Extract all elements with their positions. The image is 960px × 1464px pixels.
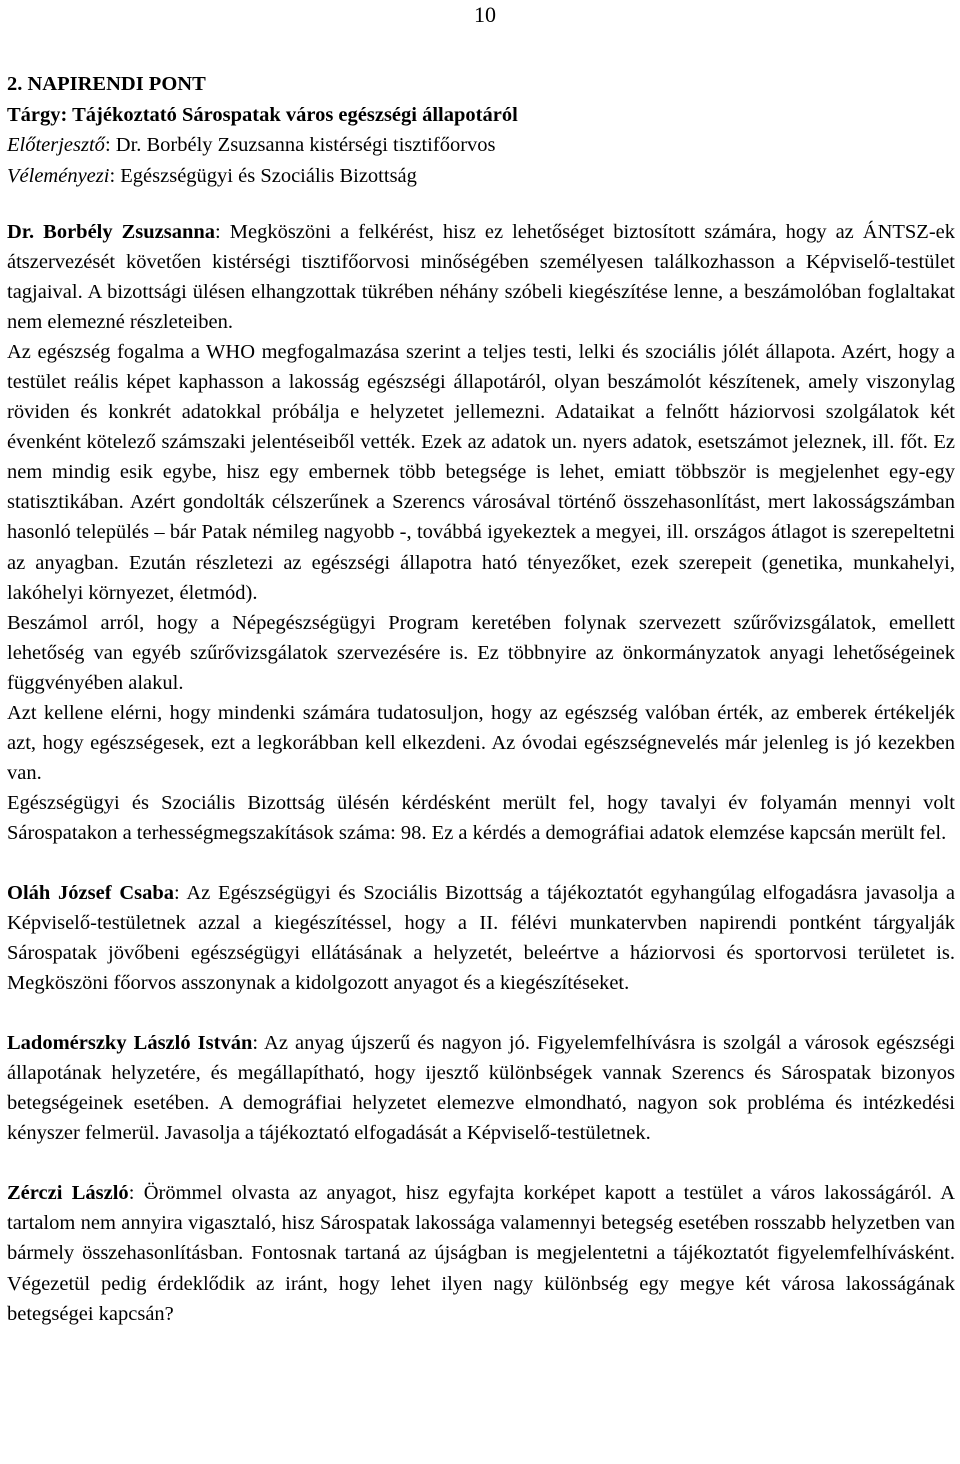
paragraph-spacer [7,998,955,1028]
paragraph-ladomerszky [7,1028,955,1148]
subject-line: Tárgy: Tájékoztató Sárospatak város egészségi állapotáról [7,103,518,126]
paragraph-text: Az egészség fogalma a WHO megfogalmazása szerint a teljes testi, lelki és szociális jólét állapota. Azért, hogy a testület reális képet kaphasson a lakosság egészségi állapotáról, olyan beszámolót készítenek, amely viszonylag röviden és konkrét adatokkal próbálja e helyzetet jellemezni. Adataikat a felnőtt háziorvosi szolgálatok két évenként kötelező számszaki jelentéseiből vették. Ezek az adatok un. nyers adatok, esetszámot jeleznek, ill. főt. Ez nem mindig esik egybe, hisz egy embernek több betegsége is lehet, emiatt többször is megjelenhet egy-egy statisztikában. Azért gondolták célszerűnek a Szerencs városával történő összehasonlítást, mert lakosságszámban hasonló település – bár Patak némileg nagyobb -, továbbá igyekeztek a megyei, ill. országos átlagot is szerepeltetni az anyagban. Ezután részletezi az egészségi állapotra ható tényezőket, ezek szerepeit (genetika, munkahelyi, lakóhelyi környezet, életmód). [7,341,955,604]
paragraph-text: Azt kellene elérni, hogy mindenki számára tudatosuljon, hogy az egészség valóban érték, az emberek értékeljék azt, hogy egészségesek, ezt a legkorábban kell elkezdeni. Az óvodai egészségnevelés már jelenleg is jó kezekben van. [7,701,955,784]
paragraph-spacer [7,848,955,878]
speaker-name: Ladomérszky László István [7,1032,253,1055]
presenter-label: Előterjesztő [7,134,105,157]
speaker-name: Oláh József Csaba [7,881,175,904]
minutes-body [7,217,955,1329]
paragraph-who-definition [7,337,955,607]
paragraph-spacer [7,1148,955,1178]
reviewer-label: Véleményezi [7,164,110,187]
reviewer-line [7,161,955,192]
paragraph-screening [7,608,955,698]
paragraph-borbely [7,217,955,337]
speaker-name: Dr. Borbély Zsuzsanna [7,221,216,243]
presenter-line [7,130,955,161]
paragraph-committee-question [7,788,955,848]
speaker-name: Zérczi László [7,1182,129,1205]
paragraph-zerczi [7,1178,955,1328]
paragraph-text: : Megköszöni a felkérést, hisz ez lehetőséget biztosított számára, hogy az ÁNTSZ-ek átszervezését követően kistérségi tisztifőorvosi minőségében személyesen találkozhasson a Képviselő-testület tagjaival. A bizottsági ülésen elhangzottak tükrében néhány szóbeli kiegészítése lenne, a beszámolóban foglaltakat nem elemezné részleteiben. [7,221,955,334]
agenda-header [7,69,955,191]
agenda-item-title: 2. NAPIRENDI PONT [7,73,206,95]
reviewer-value: : Egészségügyi és Szociális Bizottság [109,164,417,187]
presenter-value: : Dr. Borbély Zsuzsanna kistérségi tisztifőorvos [104,134,496,157]
paragraph-text: Beszámol arról, hogy a Népegészségügyi Program keretében folynak szervezett szűrővizsgálatok, emellett lehetőség van egyéb szűrővizsgálatok szervezésére is. Ez többnyire az önkormányzatok anyagi lehetőségeinek függvényében alakul. [7,611,955,694]
page-number: 10 [474,2,496,27]
paragraph-health-value [7,698,955,788]
paragraph-text: : Az Egészségügyi és Szociális Bizottság a tájékoztatót egyhangúlag elfogadásra javasolja a Képviselő-testületnek azzal a kiegészítéssel, hogy a II. félévi munkatervben napirendi pontként tárgyalják Sárospatak jövőbeni egészségügyi ellátásának a helyzetét, beleértve a háziorvosi és sportorvosi területet is. Megköszöni főorvos asszonynak a kidolgozott anyagot és a kiegészítéseket. [7,881,956,995]
paragraph-text: Egészségügyi és Szociális Bizottság ülésén kérdésként merült fel, hogy tavalyi év folyamán mennyi volt Sárospatakon a terhességmegszakítások száma: 98. Ez a kérdés a demográfiai adatok elemzése kapcsán merült fel. [7,791,955,844]
paragraph-olah [7,878,955,998]
paragraph-text: : Örömmel olvasta az anyagot, hisz egyfajta korképet kapott a testület a város lakosságáról. A tartalom nem annyira vigasztaló, hisz Sárospatak lakossága valamennyi betegség esetében rosszabb helyzetben van bármely összehasonlításban. Fontosnak tartaná az újságban is megjelentetni a tájékoztatót figyelemfelhívásként. Végezetül pedig érdeklődik az iránt, hogy lehet ilyen nagy különbség egy megye két városa lakosságának betegségei kapcsán? [7,1182,956,1325]
paragraph-text: : Az anyag újszerű és nagyon jó. Figyelemfelhívásra is szolgál a városok egészségi állapotának helyzetére, és megállapítható, hogy ijesztő különbségek vannak Szerencs és Sárospatak bizonyos betegségeinek esetében. A demográfiai helyzetet elemezve elmondható, nagyon sok probléma és intézkedési kényszer felmerül. Javasolja a tájékoztató elfogadását a Képviselő-testületnek. [7,1032,955,1145]
